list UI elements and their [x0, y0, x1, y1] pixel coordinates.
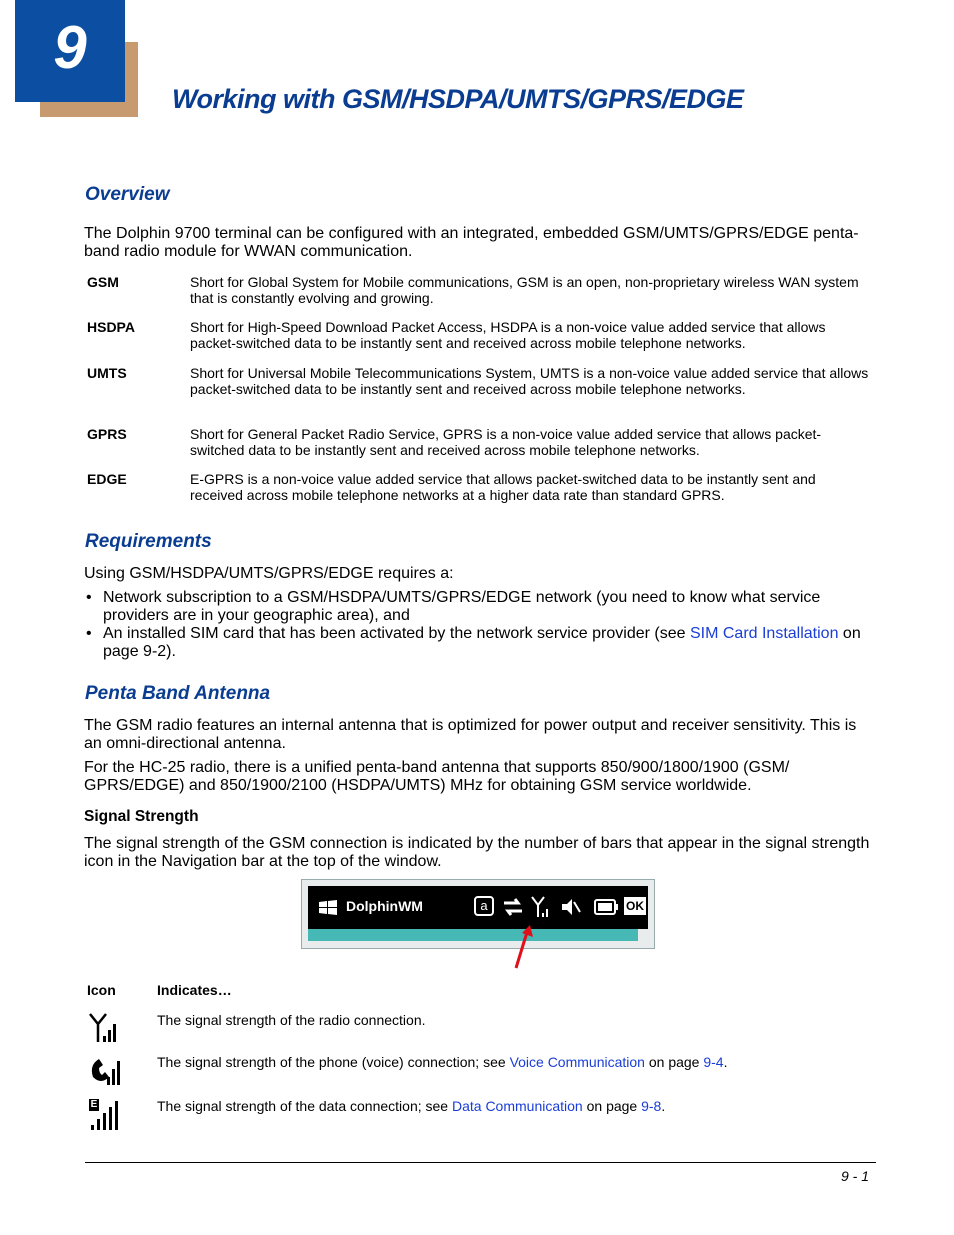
- definition-term: UMTS: [87, 365, 127, 381]
- definition-desc: Short for High-Speed Download Packet Access, HSDPA is a non-voice value added service that allows packet-switched data to be instantly sent and received across mobile telephone networks.: [190, 319, 826, 351]
- window-edge: [308, 929, 638, 941]
- data-signal-badge: E: [90, 1099, 98, 1110]
- chapter-title: Working with GSM/HSDPA/UMTS/GPRS/EDGE: [172, 84, 744, 114]
- navigation-bar-screenshot: [301, 879, 655, 949]
- definition-desc: Short for Global System for Mobile communications, GSM is an open, non-proprietary wireless WAN system that is constantly evolving and growing.: [190, 274, 859, 306]
- signal-strength-para: The signal strength of the GSM connection is indicated by the number of bars that appear in the signal strength icon in the Navigation bar at the top of the window.: [84, 835, 870, 870]
- definition-desc: Short for Universal Mobile Telecommunications System, UMTS is a non-voice value added service that allows packet-switched data to be instantly sent and received across mobile telephone networks.: [190, 365, 869, 397]
- requirements-heading: Requirements: [85, 531, 212, 552]
- phone-signal-desc: The signal strength of the phone (voice) connection; see Voice Communication on page 9-4.: [157, 1054, 728, 1070]
- speaker-muted-icon: [560, 896, 582, 918]
- voice-communication-link[interactable]: Voice Communication: [509, 1054, 645, 1070]
- definition-desc: Short for General Packet Radio Service, GPRS is a non-voice value added service that allows packet-switched data to be instantly sent and received across mobile telephone networks.: [190, 426, 822, 458]
- antenna-para-2: For the HC-25 radio, there is a unified penta-band antenna that supports 850/900/1800/1900 (GSM/ GPRS/EDGE) and 850/1900/2100 (HSDPA/UMTS) MHz for obtaining GSM service worldwide.: [84, 759, 790, 794]
- table-header-indicates: Indicates…: [157, 982, 232, 998]
- list-item-text: Network subscription to a GSM/HSDPA/UMTS/GPRS/EDGE network (you need to know what service providers are in your geographic area), and: [103, 589, 821, 624]
- signal-strength-heading: Signal Strength: [84, 808, 199, 825]
- table-header-icon: Icon: [87, 982, 116, 998]
- overview-intro: The Dolphin 9700 terminal can be configured with an integrated, embedded GSM/UMTS/GPRS/EDGE penta-band radio module for WWAN communication.: [84, 225, 859, 260]
- data-communication-link[interactable]: Data Communication: [451, 1098, 583, 1114]
- bullet: •: [86, 625, 92, 642]
- input-panel-icon: a: [474, 896, 494, 916]
- list-item-text: on page 9-2).: [103, 625, 861, 660]
- list-item: [84, 625, 874, 661]
- navigation-bar: [308, 886, 648, 929]
- ok-button[interactable]: OK: [626, 899, 644, 913]
- definition-term: HSDPA: [87, 319, 135, 335]
- requirements-list: [84, 589, 874, 661]
- list-item-text: An installed SIM card that has been activated by the network service provider (see: [103, 625, 690, 642]
- overview-heading: Overview: [85, 184, 170, 205]
- radio-signal-desc: The signal strength of the radio connection.: [157, 1012, 426, 1028]
- sim-card-installation-link[interactable]: SIM Card Installation: [689, 625, 839, 642]
- requirements-intro: Using GSM/HSDPA/UMTS/GPRS/EDGE requires a:: [84, 565, 454, 582]
- voice-page-link[interactable]: 9-4: [703, 1054, 724, 1070]
- list-item: [84, 589, 874, 625]
- radio-signal-icon: [89, 1012, 121, 1044]
- definition-term: GPRS: [87, 426, 127, 442]
- antenna-heading: Penta Band Antenna: [85, 683, 271, 704]
- antenna-para-1: The GSM radio features an internal antenna that is optimized for power output and receiver sensitivity. This is an omni-directional antenna.: [84, 717, 857, 752]
- windows-logo-icon: [318, 899, 338, 917]
- signal-strength-icon: [530, 895, 552, 919]
- connectivity-icon: [502, 896, 524, 918]
- page-number: 9 - 1: [840, 1168, 869, 1184]
- footer-rule: [85, 1162, 876, 1163]
- nav-title: DolphinWM: [346, 898, 423, 914]
- chapter-number: 9: [53, 14, 87, 81]
- definition-term: EDGE: [87, 471, 127, 487]
- definition-desc: E-GPRS is a non-voice value added service that allows packet-switched data to be instantly sent and received across mobile telephone networks at a higher data rate than standard GPRS.: [190, 471, 816, 503]
- data-page-link[interactable]: 9-8: [641, 1098, 662, 1114]
- definition-term: GSM: [87, 274, 119, 290]
- red-arrow-icon: [513, 925, 533, 971]
- phone-signal-icon: [89, 1055, 121, 1087]
- battery-icon: [594, 897, 618, 917]
- data-signal-desc: The signal strength of the data connection; see Data Communication on page 9-8.: [157, 1098, 666, 1114]
- data-signal-icon: [89, 1099, 121, 1131]
- bullet: •: [86, 589, 92, 606]
